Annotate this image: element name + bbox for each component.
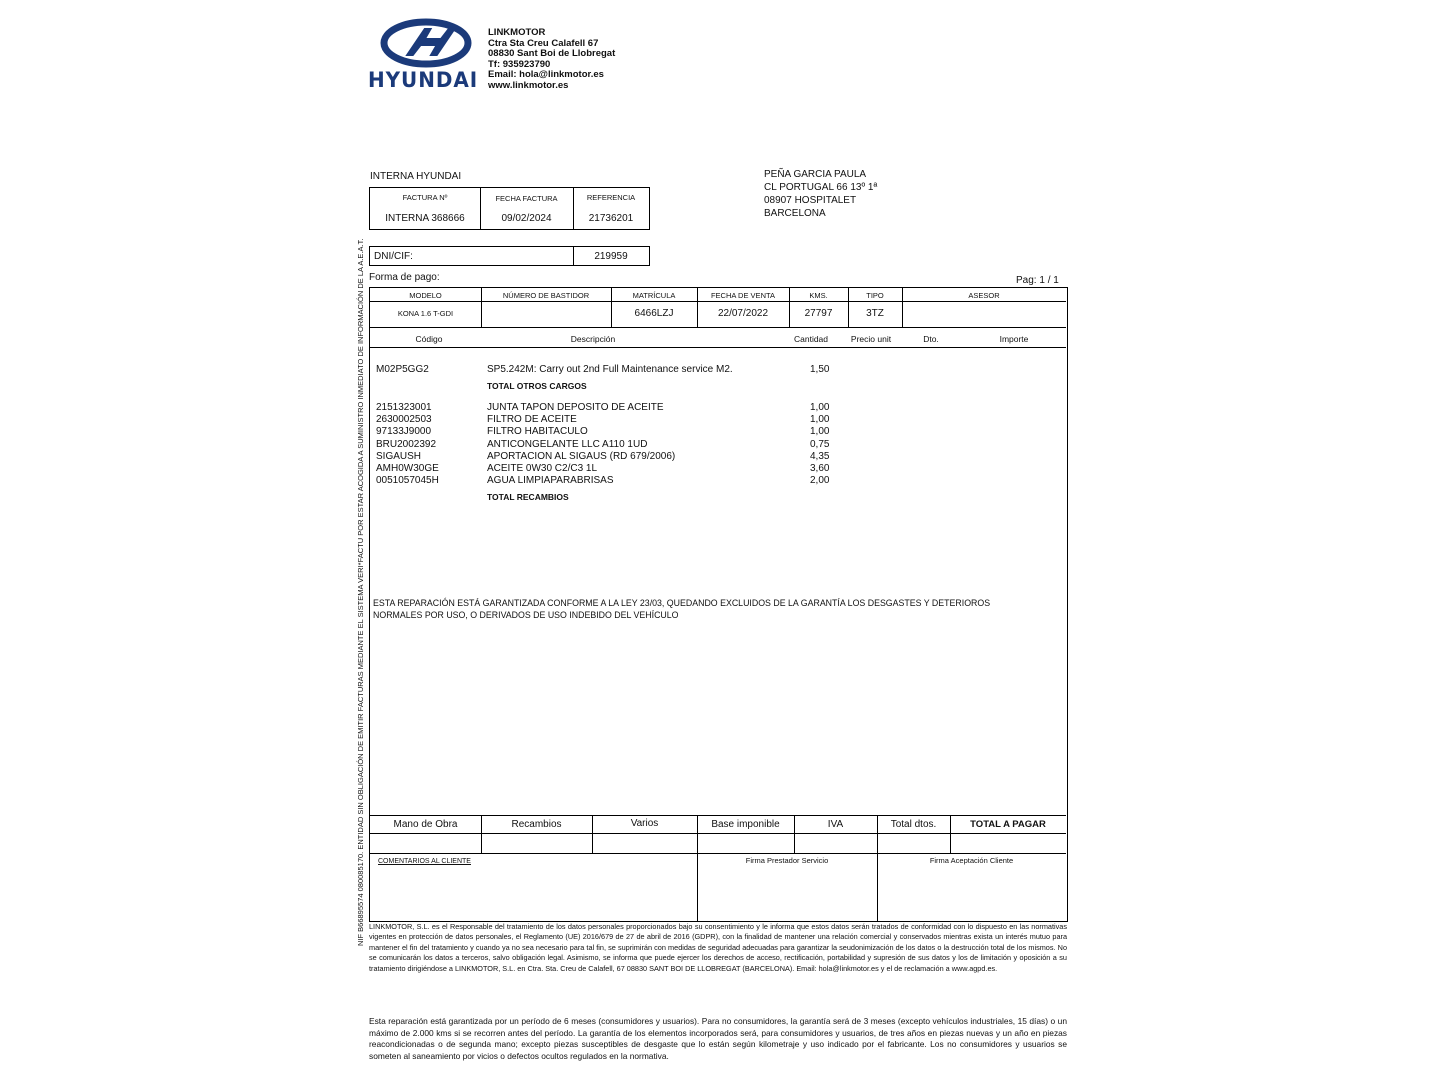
factura-label: FACTURA Nº — [402, 193, 448, 202]
dni-box — [369, 246, 650, 266]
col-descripcion: Descripción — [570, 334, 616, 344]
total-mano-obra: Mano de Obra — [393, 819, 458, 830]
line-code: 97133J9000 — [376, 426, 432, 438]
hyundai-logo — [366, 18, 486, 90]
total-varios: Varios — [630, 818, 659, 829]
company-phone: Tf: 935923790 — [488, 58, 551, 70]
company-email: Email: hola@linkmotor.es — [488, 69, 604, 80]
dni-value: 219959 — [594, 251, 628, 262]
line-description: APORTACION AL SIGAUS (RD 679/2006) — [487, 450, 676, 462]
legal-privacy-text: LINKMOTOR, S.L. es el Responsable del tratamiento de los datos personales proporcionados bajo su consentimiento y le informa que estos datos serán tratados de conformidad con lo dispuesto en las normativas vigentes en protección de datos personales, el Reglamento (UE) 2016/679 de 27 de abril de 2016 (GDPR), con la finalidad de mantener una relación comercial y conservados mientras exista un interés mutuo para mantener el fin del tratamiento y cuando ya no sea necesario para tal fin, se suprimirán con medidas de seguridad adecuadas para garantizar la seudonimización de los datos o la destrucción total de los mismos. No se comunicarán los datos a terceros, salvo obligación legal. Asimismo, se informa que puede ejercer los derechos de acceso, rectificación, portabilidad y supresión de sus datos y los de limitación y oposición a su tratamiento dirigiéndose a LINKMOTOR, S.L. en Ctra. Sta. Creu de Calafell, 67 08830 SANT BOI DE LLOBREGAT (BARCELONA). Email: hola@linkmotor.es y el de reclamación a www.agpd.es. — [369, 922, 1067, 973]
customer-address: CL PORTUGAL 66 13º 1ª — [764, 182, 878, 193]
guarantee-note-line1: ESTA REPARACIÓN ESTÁ GARANTIZADA CONFORME A LA LEY 23/03, QUEDANDO EXCLUIDOS DE LA GARANTÍA LOS DESGASTES Y DETERIOROS — [373, 598, 991, 608]
vehicle-matricula: 6466LZJ — [634, 308, 674, 319]
firma-prestador: Firma Prestador Servicio — [745, 856, 829, 865]
side-legal-text: NIF B66895574 080085170. ENTIDAD SIN OBLIGACIÓN DE EMITIR FACTURAS MEDIANTE EL SISTEMA VERI*FACTU POR ESTAR ACOGIDA A SUMINISTRO INMEDIATO DE INFORMACIÓN DE LA A.E.A.T. — [356, 238, 365, 946]
customer-region: BARCELONA — [764, 208, 826, 219]
line-description: JUNTA TAPON DEPOSITO DE ACEITE — [487, 402, 664, 413]
factura-value: INTERNA 368666 — [385, 213, 465, 224]
header-fecha-venta: FECHA DE VENTA — [710, 291, 776, 300]
comentarios-label: COMENTARIOS AL CLIENTE — [378, 858, 471, 865]
total-dtos: Total dtos. — [890, 819, 937, 830]
col-precio: Precio unit — [850, 334, 892, 344]
total-recambios-label: TOTAL RECAMBIOS — [487, 492, 569, 502]
warranty-text: Esta reparación está garantizada por un período de 6 meses (consumidores y usuarios). Para no consumidores, la garantía será de 3 meses (excepto vehículos industriales, 15 días) o un máximo de 2.000 kms si se recorren antes del período. La garantía de los elementos incorporados será, para consumidores y usuarios, de tres años en piezas nuevas y un año en piezas reacondicionadas o de segunda mano; excepto piezas susceptibles de desgaste que lo están según kilometraje y uso indicado por el fabricante. Los no consumidores y usuarios se someten al saneamiento por vicios o defectos ocultos regulados en la normativa. — [369, 1016, 1067, 1061]
line-description: FILTRO DE ACEITE — [487, 414, 577, 426]
vehicle-fecha-venta: 22/07/2022 — [717, 308, 769, 319]
guarantee-note — [373, 597, 990, 621]
total-otros-cargos-label: TOTAL OTROS CARGOS — [487, 381, 587, 391]
company-name: LINKMOTOR — [488, 27, 546, 38]
col-codigo: Código — [415, 334, 443, 344]
header-modelo: MODELO — [409, 291, 442, 300]
line-code: AMH0W30GE — [376, 463, 439, 474]
vehicle-tipo: 3TZ — [866, 308, 884, 319]
invoice-box — [369, 187, 650, 230]
page-number: Pag: 1 / 1 — [1016, 275, 1059, 286]
vehicle-modelo: KONA 1.6 T-GDI — [397, 309, 454, 318]
fecha-factura-value: 09/02/2024 — [501, 213, 552, 224]
referencia-value: 21736201 — [588, 213, 634, 224]
company-address: Ctra Sta Creu Calafell 67 — [488, 37, 599, 49]
line-quantity: 1,50 — [810, 364, 830, 375]
line-quantity: 4,35 — [810, 450, 830, 462]
customer-city: 08907 HOSPITALET — [764, 195, 857, 206]
doc-type: INTERNA HYUNDAI — [370, 171, 462, 182]
line-code: BRU2002392 — [376, 438, 437, 450]
line-description: ACEITE 0W30 C2/C3 1L — [487, 463, 598, 474]
vehicle-kms: 27797 — [804, 308, 833, 319]
line-code: 0051057045H — [376, 475, 439, 487]
col-importe: Importe — [999, 334, 1029, 344]
line-code: SIGAUSH — [376, 450, 422, 462]
col-cantidad: Cantidad — [793, 334, 829, 344]
line-description: ANTICONGELANTE LLC A110 1UD — [487, 438, 648, 450]
header-kms: KMS. — [809, 291, 828, 300]
line-description: AGUA LIMPIAPARABRISAS — [487, 475, 614, 487]
total-recambios: Recambios — [511, 819, 562, 830]
guarantee-note-line2: NORMALES POR USO, O DERIVADOS DE USO INDEBIDO DEL VEHÍCULO — [373, 610, 679, 620]
total-base: Base imponible — [711, 819, 780, 830]
line-code: 2151323001 — [376, 402, 432, 413]
line-quantity: 2,00 — [810, 475, 830, 487]
customer-block — [764, 168, 877, 220]
total-a-pagar: TOTAL A PAGAR — [970, 819, 1046, 830]
line-code: M02P5GG2 — [376, 364, 429, 375]
line-quantity: 1,00 — [810, 402, 830, 413]
company-info — [488, 28, 615, 91]
brand-name: HYUNDAI — [368, 68, 479, 92]
header-tipo: TIPO — [866, 291, 884, 300]
line-quantity: 3,60 — [810, 463, 830, 474]
company-city: 08830 Sant Boi de Llobregat — [488, 48, 616, 59]
customer-name: PEÑA GARCIA PAULA — [764, 169, 867, 180]
col-dto: Dto. — [923, 334, 939, 344]
fecha-factura-label: FECHA FACTURA — [495, 194, 558, 203]
line-quantity: 0,75 — [810, 438, 830, 450]
header-asesor: ASESOR — [968, 291, 1000, 300]
total-iva: IVA — [827, 819, 844, 830]
line-code: 2630002503 — [376, 414, 432, 426]
line-quantity: 1,00 — [810, 414, 830, 426]
referencia-label: REFERENCIA — [586, 193, 636, 202]
forma-pago-label: Forma de pago: — [369, 272, 440, 283]
line-description: SP5.242M: Carry out 2nd Full Maintenance service M2. — [487, 364, 733, 375]
header-matricula: MATRÍCULA — [632, 291, 676, 300]
company-web: www.linkmotor.es — [488, 79, 569, 91]
firma-cliente: Firma Aceptación Cliente — [929, 856, 1014, 865]
line-description: FILTRO HABITACULO — [487, 426, 588, 438]
line-quantity: 1,00 — [810, 426, 830, 438]
header-bastidor: NÚMERO DE BASTIDOR — [502, 291, 590, 300]
dni-label: DNI/CIF: — [374, 251, 413, 262]
